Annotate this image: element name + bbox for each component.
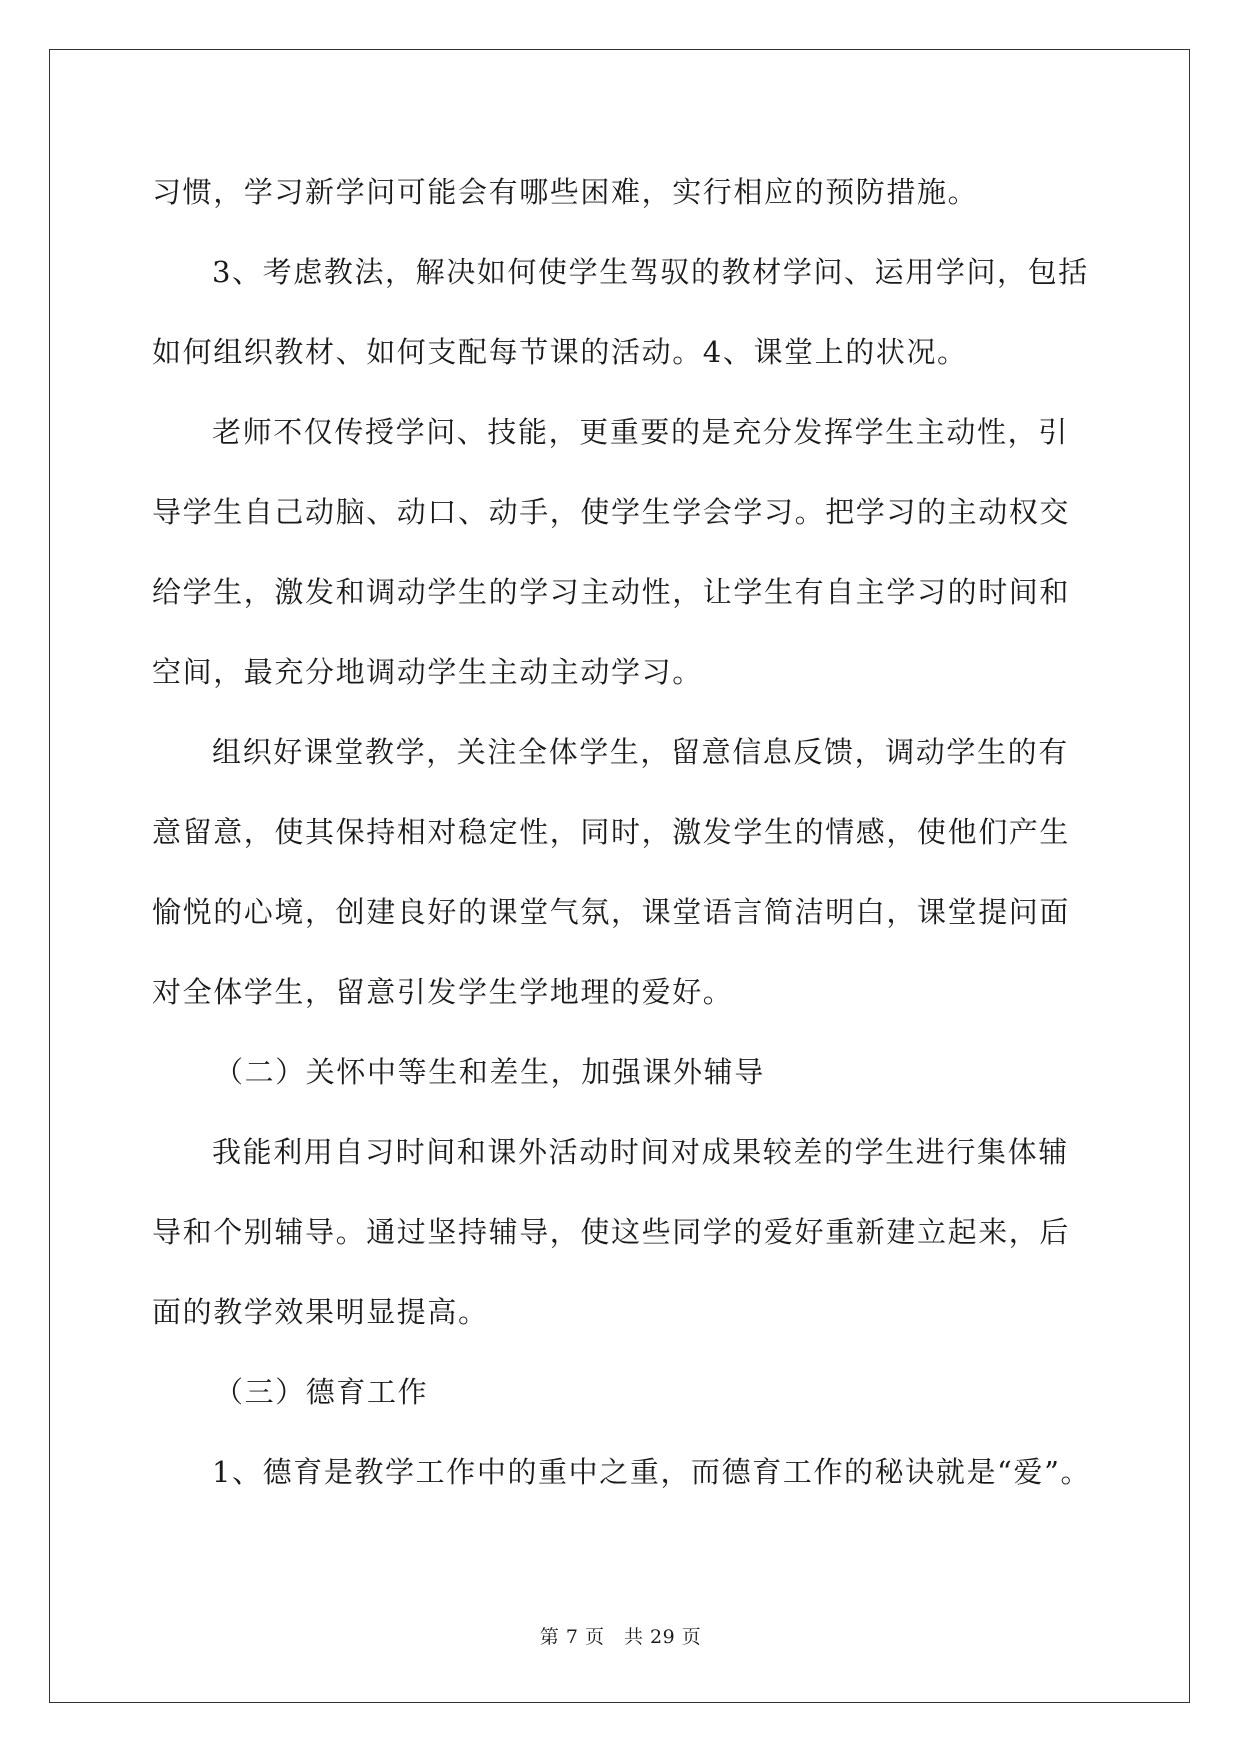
text-line: 组织好课堂教学，关注全体学生，留意信息反馈，调动学生的有 (212, 735, 1069, 769)
text-line: 1、德育是教学工作中的重中之重，而德育工作的秘诀就是“爱”。 (212, 1455, 1092, 1489)
text-line: 导和个别辅导。通过坚持辅导，使这些同学的爱好重新建立起来，后 (152, 1215, 1071, 1249)
text-line: 意留意，使其保持相对稳定性，同时，激发学生的情感，使他们产生 (152, 815, 1071, 849)
text-line: 老师不仅传授学问、技能，更重要的是充分发挥学生主动性，引 (212, 415, 1069, 449)
text-line: 导学生自己动脑、动口、动手，使学生学会学习。把学习的主动权交 (152, 495, 1071, 529)
text-line: 给学生，激发和调动学生的学习主动性，让学生有自主学习的时间和 (152, 575, 1071, 609)
section-heading: （二）关怀中等生和差生，加强课外辅导 (214, 1055, 765, 1089)
text-line: 对全体学生，留意引发学生学地理的爱好。 (152, 975, 734, 1009)
page-number-footer: 第 7 页 共 29 页 (539, 1626, 702, 1648)
text-line: 我能利用自习时间和课外活动时间对成果较差的学生进行集体辅 (212, 1135, 1069, 1169)
text-line: 空间，最充分地调动学生主动主动学习。 (152, 655, 703, 689)
text-line: 愉悦的心境，创建良好的课堂气氛，课堂语言简洁明白，课堂提问面 (152, 895, 1071, 929)
text-line: 3、考虑教法，解决如何使学生驾驭的教材学问、运用学问，包括 (212, 255, 1089, 289)
section-heading: （三）德育工作 (214, 1375, 429, 1409)
text-line: 面的教学效果明显提高。 (152, 1295, 489, 1329)
text-line: 如何组织教材、如何支配每节课的活动。4、课堂上的状况。 (152, 335, 968, 369)
text-line: 习惯，学习新学问可能会有哪些困难，实行相应的预防措施。 (152, 175, 979, 209)
